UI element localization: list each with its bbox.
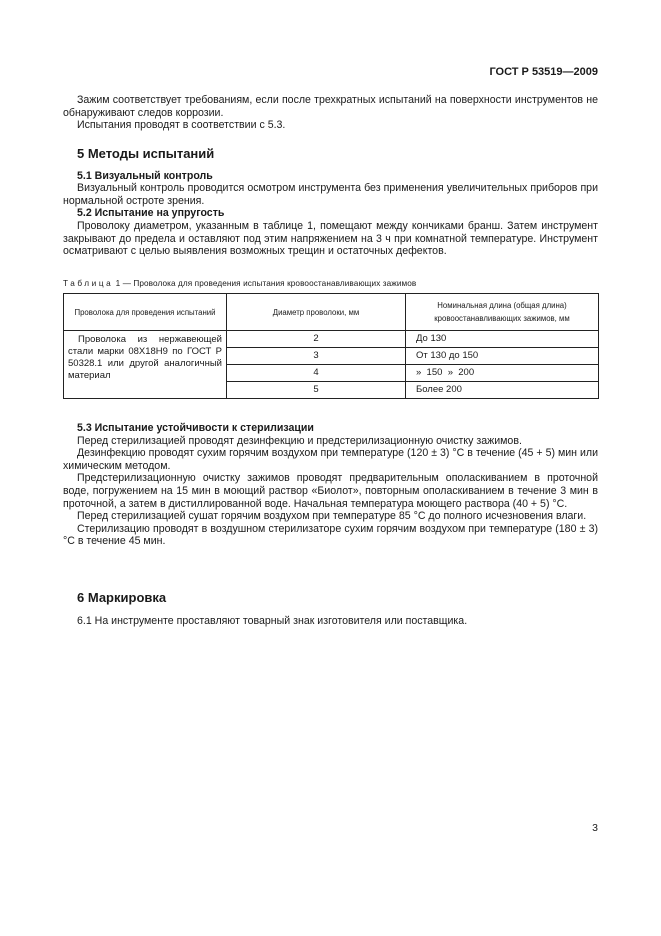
caption-text: 1 — Проволока для проведения испытания кровоостанавливающих зажимов [113, 279, 417, 288]
paragraph: Стерилизацию проводят в воздушном стерилизаторе сухим горячим воздухом при температуре (180 ± 3) °С в течение 45 мин. [63, 522, 598, 548]
column-header: Проволока для проведения испытаний [64, 294, 227, 331]
material-cell [64, 331, 227, 399]
wire-table [63, 293, 599, 399]
document-header: ГОСТ Р 53519—2009 [489, 66, 598, 78]
paragraph: Дезинфекцию проводят сухим горячим воздухом при температуре (120 ± 3) °С в течение (45 + 5) мин или химическим методом. [63, 447, 598, 472]
section-5 [63, 148, 598, 258]
paragraph: Зажим соответствует требованиям, если после трехкратных испытаний на поверхности инструментов не обнаруживают следов коррозии. [63, 94, 598, 119]
diameter-cell: 4 [227, 365, 406, 382]
page-number: 3 [592, 822, 598, 834]
paragraph: Предстерилизационную очистку зажимов проводят предварительным ополаскиванием в проточной воде, погружением на 15 мин в моющий раствор «Биолот», повторным ополаскиванием в течение 3 мин в проточной, а затем в дистиллированной воде. Начальная температура моющего раствора (40 + 5) °С. [63, 472, 598, 510]
section-heading: 6 Маркировка [77, 590, 167, 605]
material-text: Проволока из нержавеющей стали марки 08Х18Н9 по ГОСТ Р 50328.1 или другой аналогичный материал [68, 334, 222, 381]
caption-label: Таблица [63, 279, 114, 288]
length-cell: От 130 до 150 [406, 348, 599, 365]
paragraph: Перед стерилизацией сушат горячим воздухом при температуре 85 °С до полного исчезновения влаги. [77, 510, 587, 523]
intro-section [63, 94, 598, 132]
paragraph: Проволоку диаметром, указанным в таблице 1, помещают между кончиками бранш. Затем инструмент закрывают до предела и оставляют под этим напряжением на 3 ч при комнатной температуре. Инструмент осматривают с целью выявления возможных трещин и остаточных дефектов. [63, 219, 598, 258]
length-cell: До 130 [406, 331, 599, 348]
table-caption [63, 278, 416, 291]
length-cell: » 150 » 200 [406, 365, 599, 382]
paragraph: Испытания проводят в соответствии с 5.3. [77, 119, 286, 132]
section-6 [63, 592, 598, 627]
diameter-cell: 3 [227, 348, 406, 365]
section-5-3 [63, 422, 598, 548]
paragraph: 6.1 На инструменте проставляют товарный знак изготовителя или поставщика. [77, 614, 468, 627]
column-header: Диаметр проволоки, мм [227, 294, 406, 331]
section-heading: 5 Методы испытаний [77, 146, 215, 161]
table-row [64, 331, 599, 348]
paragraph: Перед стерилизацией проводят дезинфекцию и предстерилизационную очистку зажимов. [77, 434, 522, 447]
subsection-heading: 5.1 Визуальный контроль [77, 169, 213, 182]
subsection-heading: 5.3 Испытание устойчивости к стерилизации [77, 422, 314, 434]
column-header: Номинальная длина (общая длина) кровоостанавливающих зажимов, мм [406, 294, 599, 331]
paragraph: Визуальный контроль проводится осмотром инструмента без применения увеличительных приборов при нормальной остроте зрения. [63, 182, 598, 207]
subsection-heading: 5.2 Испытание на упругость [77, 207, 225, 220]
length-cell: Более 200 [406, 382, 599, 399]
diameter-cell: 5 [227, 382, 406, 399]
diameter-cell: 2 [227, 331, 406, 348]
